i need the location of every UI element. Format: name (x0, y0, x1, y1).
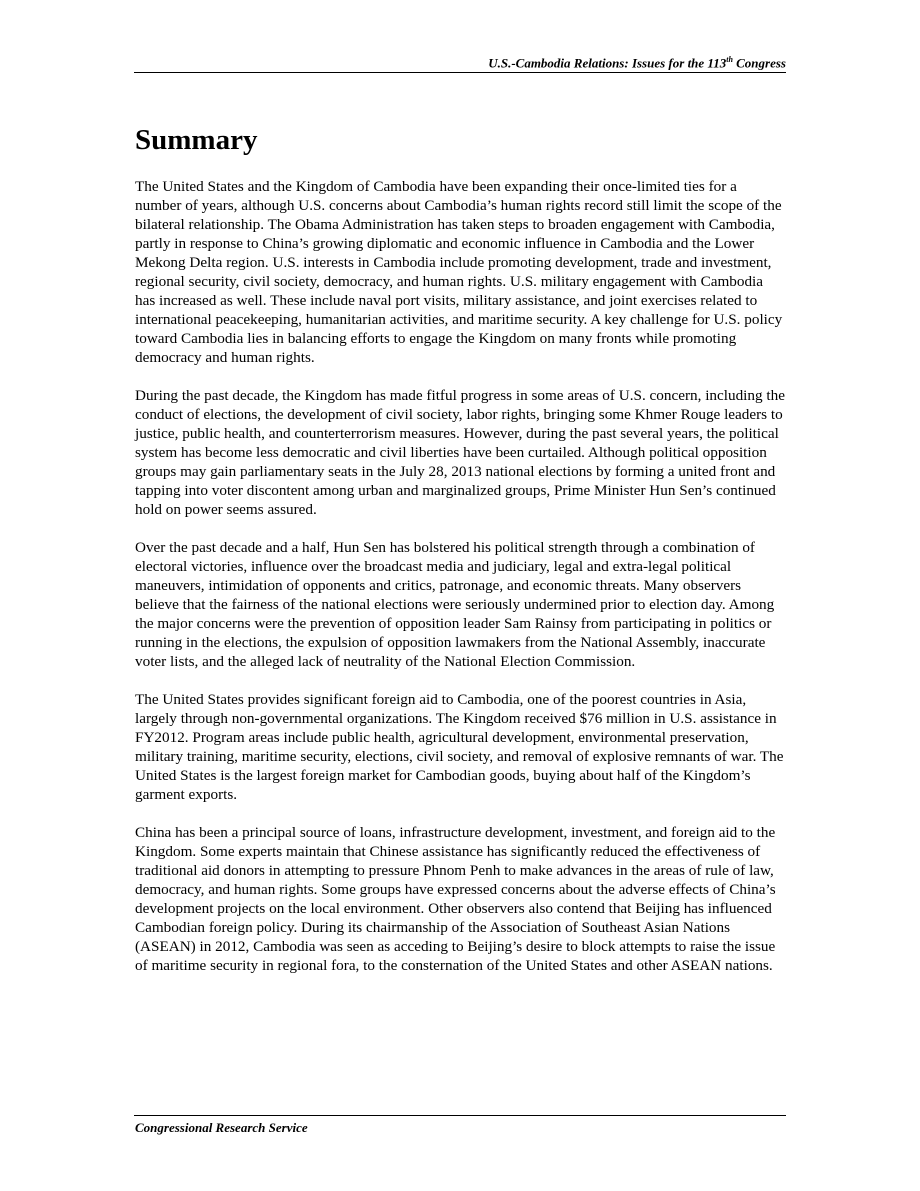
running-footer: Congressional Research Service (135, 1120, 308, 1135)
summary-body (135, 177, 785, 994)
paragraph-1: The United States and the Kingdom of Cambodia have been expanding their once-limited ties for a number of years, although U.S. concerns about Cambodia’s human rights record still limit the scope of the bilateral relationship. The Obama Administration has taken steps to broaden engagement with Cambodia, partly in response to China’s growing diplomatic and economic influence in Cambodia and the Lower Mekong Delta region. U.S. interests in Cambodia include promoting development, trade and investment, regional security, civil society, democracy, and human rights. U.S. military engagement with Cambodia has increased as well. These include naval port visits, military assistance, and joint exercises related to international peacekeeping, humanitarian activities, and maritime security. A key challenge for U.S. policy toward Cambodia lies in balancing efforts to engage the Kingdom on many fronts while promoting democracy and human rights. (135, 178, 783, 366)
paragraph-5: China has been a principal source of loans, infrastructure development, investment, and foreign aid to the Kingdom. Some experts maintain that Chinese assistance has significantly reduced the effectiveness of traditional aid donors in attempting to pressure Phnom Penh to make advances in the areas of rule of law, democracy, and human rights. Some groups have expressed concerns about the adverse effects of China’s development projects on the local environment. Other observers also contend that Beijing has influenced Cambodian foreign policy. During its chairmanship of the Association of Southeast Asian Nations (ASEAN) in 2012, Cambodia was seen as acceding to Beijing’s desire to block attempts to raise the issue of maritime security in regional fora, to the consternation of the United States and other ASEAN nations. (135, 824, 776, 974)
running-header-title: U.S.-Cambodia Relations: Issues for the 113 (488, 55, 727, 71)
paragraph-2: During the past decade, the Kingdom has made fitful progress in some areas of U.S. concern, including the conduct of elections, the development of civil society, labor rights, bringing some Khmer Rouge leaders to justice, public health, and counterterrorism measures. However, during the past several years, the political system has become less democratic and civil liberties have been curtailed. Although political opposition groups may gain parliamentary seats in the July 28, 2013 national elections by forming a united front and tapping into voter discontent among urban and marginalized groups, Prime Minister Hun Sen’s continued hold on power seems assured. (135, 387, 785, 518)
section-title: Summary (135, 124, 258, 156)
running-header-superscript: th (726, 55, 733, 64)
paragraph-4: The United States provides significant foreign aid to Cambodia, one of the poorest countries in Asia, largely through non-governmental organizations. The Kingdom received $76 million in U.S. assistance in FY2012. Program areas include public health, agricultural development, environmental preservation, military training, maritime security, elections, civil society, and removal of explosive remnants of war. The United States is the largest foreign market for Cambodian goods, buying about half of the Kingdom’s garment exports. (135, 691, 784, 803)
running-header-title-end: Congress (732, 55, 786, 71)
running-header (134, 55, 786, 71)
paragraph-3: Over the past decade and a half, Hun Sen has bolstered his political strength through a combination of electoral victories, influence over the broadcast media and judiciary, legal and extra-legal political maneuvers, intimidation of opponents and critics, patronage, and economic threats. Many observers believe that the fairness of the national elections were seriously undermined prior to election day. Among the major concerns were the prevention of opposition leader Sam Rainsy from participating in politics or running in the elections, the expulsion of opposition lawmakers from the National Assembly, inaccurate voter lists, and the alleged lack of neutrality of the National Election Commission. (135, 539, 775, 670)
header-rule (134, 72, 786, 73)
footer-rule (134, 1115, 786, 1116)
